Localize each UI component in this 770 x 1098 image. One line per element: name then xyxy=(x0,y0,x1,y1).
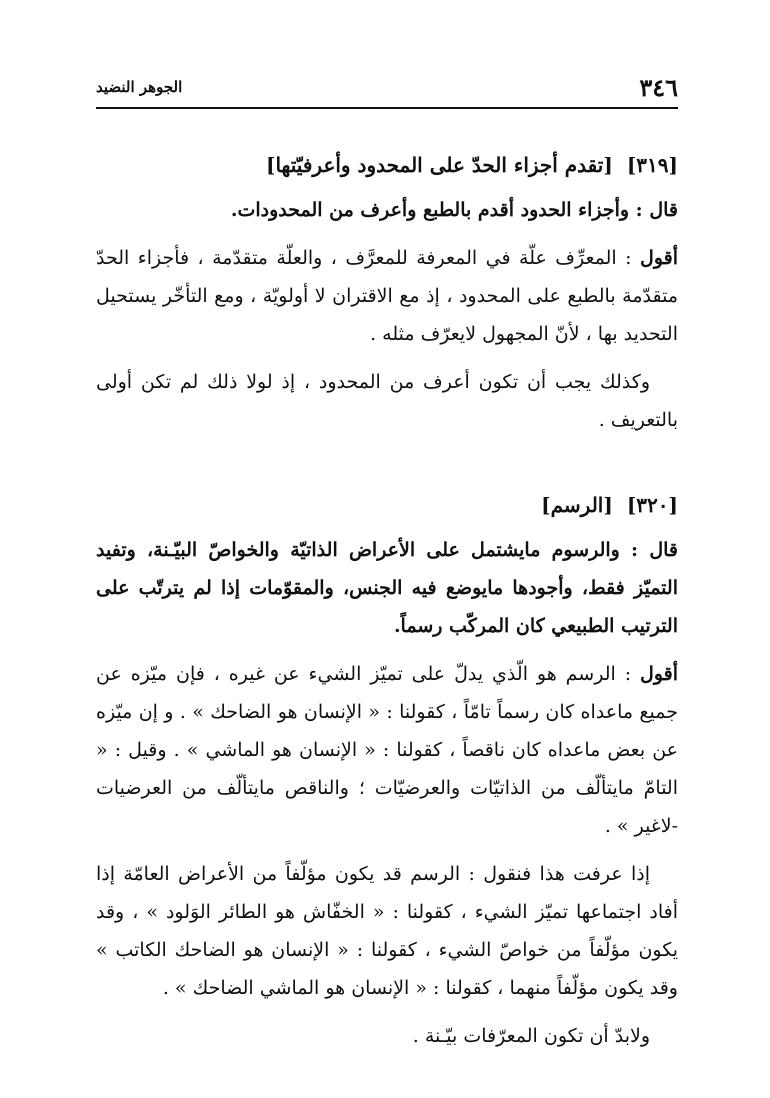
qala-label: قال xyxy=(649,199,678,221)
section-heading-320 xyxy=(96,485,678,525)
page-number: ٣٤٦ xyxy=(639,72,678,102)
qala-paragraph xyxy=(96,191,678,229)
section-spacer xyxy=(96,449,678,485)
qala-paragraph xyxy=(96,531,678,645)
aqulu-label: أقول xyxy=(640,663,678,685)
section-number: [٣١٩] xyxy=(626,153,678,177)
page-content xyxy=(96,145,678,1065)
section-title: [الرسم] xyxy=(541,493,613,517)
qala-label: قال xyxy=(649,539,678,561)
section-number: [٣٢٠] xyxy=(626,493,678,517)
header-divider xyxy=(96,107,678,109)
body-paragraph: وكذلك يجب أن تكون أعرف من المحدود ، إذ لولا ذلك لم تكن أولى بالتعريف . xyxy=(96,371,678,431)
aqulu-text: : الرسم هو الّذي يدلّ على تميّز الشيء عن غيره ، فإن ميّزه عن جميع ماعداه كان رسماً تامّاً ، كقولنا : « الإنسان هو الضاحك » . و إن ميّزه عن بعض ماعداه كان ناقصاً ، كقولنا : « الإنسان هو الماشي » . وقيل : « التامّ مايتألّف من الذاتيّات والعرضيّات ؛ والناقص مايتألّف من العرضيات -لاغير » . xyxy=(96,663,678,837)
closing-paragraph: ولابدّ أن تكون المعرّفات بيّـنة . xyxy=(412,1025,650,1047)
aqulu-text: : المعرِّف علّة في المعرفة للمعرَّف ، والعلّة متقدّمة ، فأجزاء الحدّ متقدّمة بالطبع على المحدود ، إذ مع الاقتران لا أولويّة ، ومع التأخّر يستحيل التحديد بها ، لأنّ المجهول لايعرّف مثله . xyxy=(96,247,678,345)
page-header xyxy=(96,72,678,102)
qala-text: : وأجزاء الحدود أقدم بالطبع وأعرف من المحدودات. xyxy=(230,199,650,221)
running-title: الجوهر النضيد xyxy=(96,78,183,96)
aqulu-label: أقول xyxy=(640,247,678,269)
aqulu-paragraph xyxy=(96,655,678,845)
body-paragraph: إذا عرفت هذا فنقول : الرسم قد يكون مؤلّفاً من الأعراض العامّة إذا أفاد اجتماعها تميّز الشيء ، كقولنا : « الخفّاش هو الطائر الوَلود » ، وقد يكون مؤلّفاً من خواصّ الشيء ، كقولنا : « الإنسان هو الضاحك الكاتب » وقد يكون مؤلّفاً منهما ، كقولنا : « الإنسان هو الماشي الضاحك » . xyxy=(96,863,678,999)
aqulu-paragraph xyxy=(96,239,678,353)
section-heading-319 xyxy=(96,145,678,185)
qala-text: : والرسوم مايشتمل على الأعراض الذاتيّة والخواصّ البيّـنة، وتفيد التميّز فقط، وأجودها مايوضع فيه الجنس، والمقوّمات إذا لم يترتّب على الترتيب الطبيعي كان المركّب رسماً. xyxy=(96,539,678,637)
section-title: [تقدم أجزاء الحدّ على المحدود وأعرفيّتها] xyxy=(266,153,613,177)
